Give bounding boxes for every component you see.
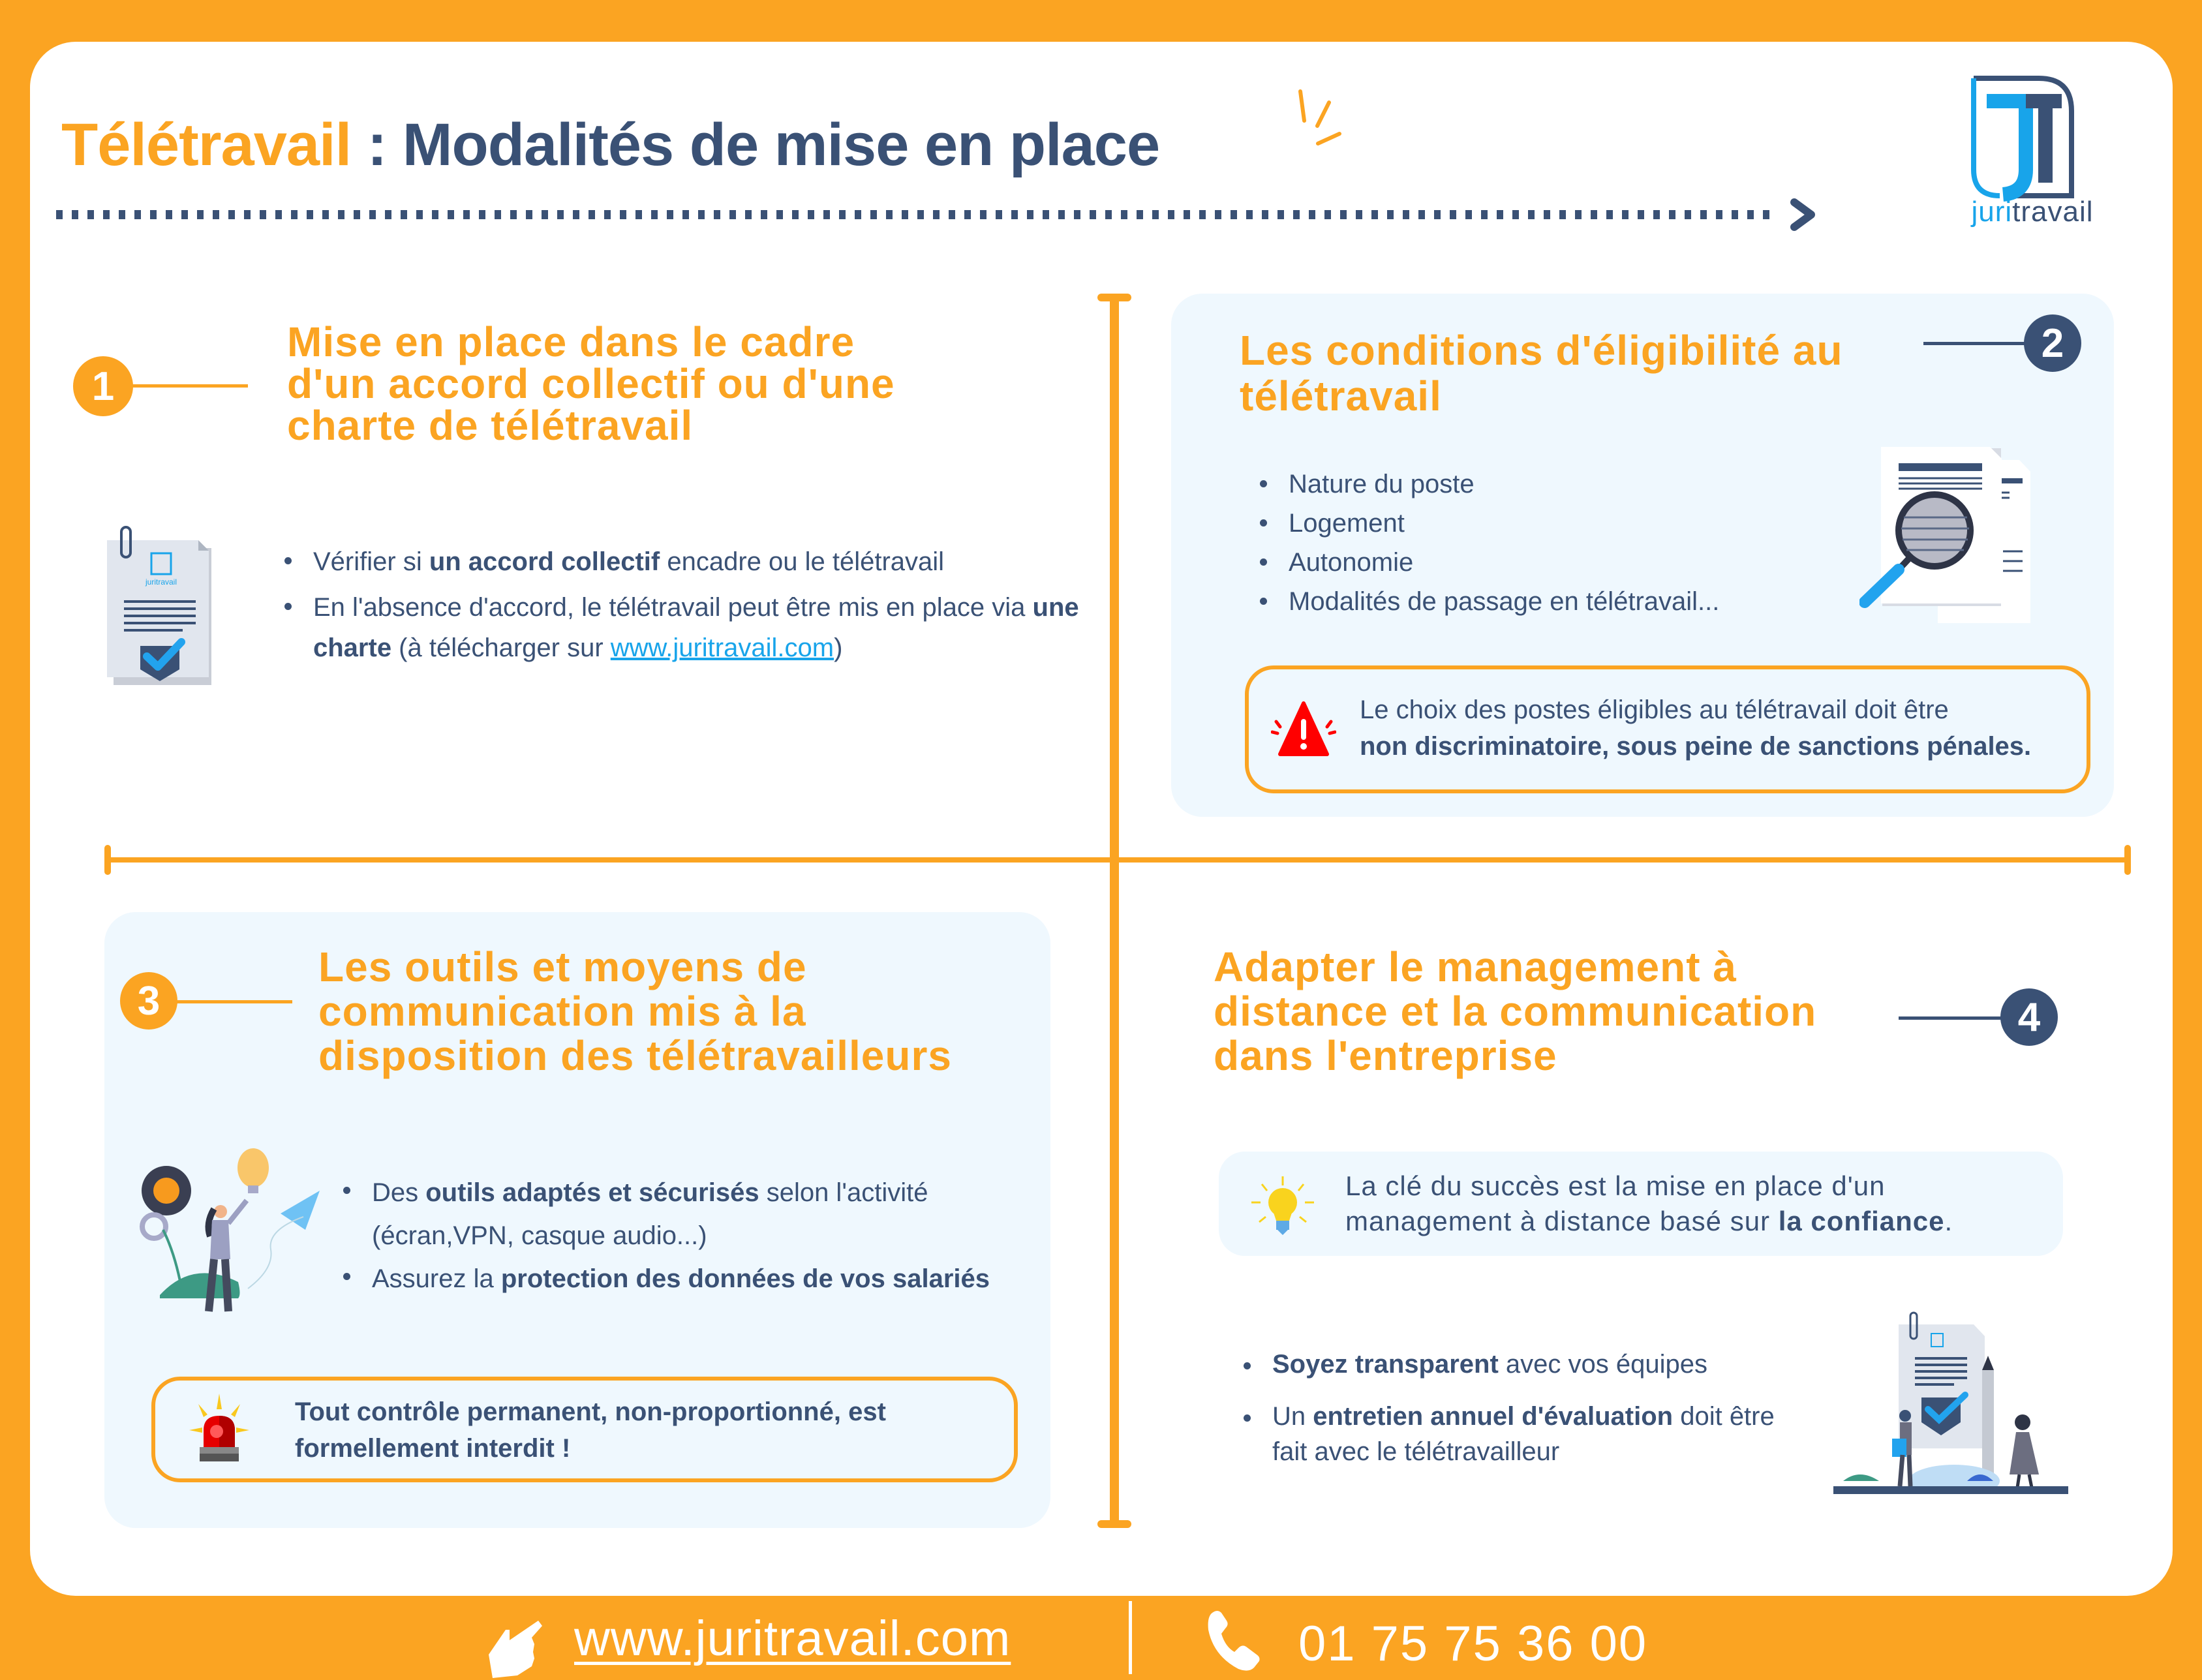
list-item: En l'absence d'accord, le télétravail peut être mis en place via une charte (à télécharger sur www.juritravail.com) bbox=[281, 587, 1083, 668]
list-item: Autonomie bbox=[1256, 543, 1719, 582]
badge-connector bbox=[175, 1000, 292, 1003]
section-title: Adapter le management à distance et la communication dans l'entreprise bbox=[1214, 943, 1817, 1079]
section-number-badge: 1 bbox=[73, 356, 133, 416]
section-title: Mise en place dans le cadre d'un accord collectif ou d'une charte de télétravail bbox=[287, 318, 895, 449]
section-title: Les conditions d'éligibilité au télétravail bbox=[1240, 327, 1843, 420]
alert-text: Le choix des postes éligibles au télétravail doit être non discriminatoire, sous peine de sanctions pénales. bbox=[1360, 695, 2032, 761]
title-part-modalites: Modalités de mise en place bbox=[402, 112, 1160, 178]
badge-connector bbox=[1899, 1016, 2003, 1020]
section-number-badge: 3 bbox=[120, 972, 177, 1030]
list-item: Nature du poste bbox=[1256, 465, 1719, 504]
divider-cap bbox=[1097, 294, 1131, 301]
divider-cap bbox=[104, 845, 111, 875]
footer bbox=[0, 1596, 2202, 1680]
title-part-teletravail: Télétravail bbox=[61, 112, 352, 178]
footer-separator bbox=[1129, 1601, 1132, 1674]
juritravail-wordmark: juritravail bbox=[1971, 196, 2094, 228]
pointing-hand-icon bbox=[486, 1621, 551, 1679]
alert-text: Tout contrôle permanent, non-proportionné, est formellement interdit ! bbox=[295, 1397, 886, 1463]
evaluation-document-illustration bbox=[1814, 1305, 2075, 1494]
list-item: Des outils adaptés et sécurisés selon l'activité (écran,VPN, casque audio...) bbox=[339, 1171, 1044, 1257]
footer-phone-number[interactable]: 01 75 75 36 00 bbox=[1298, 1616, 1648, 1672]
list-item: Soyez transparent avec vos équipes bbox=[1240, 1347, 1794, 1382]
section-number-badge: 4 bbox=[2000, 988, 2058, 1046]
sparkle-icon bbox=[1295, 88, 1360, 153]
document-check-icon bbox=[104, 522, 222, 692]
phone-icon bbox=[1206, 1610, 1264, 1672]
section-3-bullets bbox=[339, 1171, 1044, 1300]
woman-idea-illustration bbox=[137, 1138, 326, 1321]
badge-connector bbox=[1923, 342, 2028, 345]
tip-text: La clé du succès est la mise en place d'un management à distance basé sur la confiance. bbox=[1345, 1170, 1953, 1236]
section-1-bullets bbox=[281, 542, 1083, 668]
title-separator: : bbox=[351, 112, 403, 178]
page-title bbox=[61, 111, 1159, 179]
section-2-bullets bbox=[1256, 465, 1719, 621]
list-item: Logement bbox=[1256, 504, 1719, 543]
list-item: Un entretien annuel d'évaluation doit être fait avec le télétravailleur bbox=[1240, 1399, 1794, 1469]
siren-icon bbox=[187, 1392, 252, 1464]
list-item: Modalités de passage en télétravail... bbox=[1256, 582, 1719, 621]
magnifier-documents-icon bbox=[1859, 434, 2055, 630]
horizontal-divider bbox=[107, 857, 2130, 863]
list-item: Vérifier si un accord collectif encadre ou le télétravail bbox=[281, 542, 1083, 582]
list-item: Assurez la protection des données de vos salariés bbox=[339, 1257, 1044, 1300]
eligibility-alert bbox=[1245, 665, 2090, 793]
section-4-bullets bbox=[1240, 1347, 1794, 1469]
divider-cap bbox=[1097, 1520, 1131, 1528]
footer-website-link[interactable]: www.juritravail.com bbox=[574, 1611, 1011, 1666]
juritravail-link[interactable]: www.juritravail.com bbox=[610, 634, 834, 662]
section-title: Les outils et moyens de communication mis à la disposition des télétravailleurs bbox=[318, 943, 952, 1079]
badge-connector bbox=[130, 384, 248, 388]
arrow-right-icon bbox=[1788, 197, 1820, 232]
svg-text:juritravail: juritravail bbox=[145, 577, 177, 587]
trust-tip bbox=[1219, 1152, 2063, 1256]
dotted-divider bbox=[56, 210, 1779, 219]
vertical-divider bbox=[1110, 298, 1119, 1524]
control-alert bbox=[151, 1377, 1018, 1482]
lightbulb-icon bbox=[1250, 1175, 1315, 1240]
divider-cap bbox=[2124, 845, 2131, 875]
warning-triangle-icon bbox=[1271, 699, 1336, 758]
section-number-badge: 2 bbox=[2024, 314, 2081, 372]
